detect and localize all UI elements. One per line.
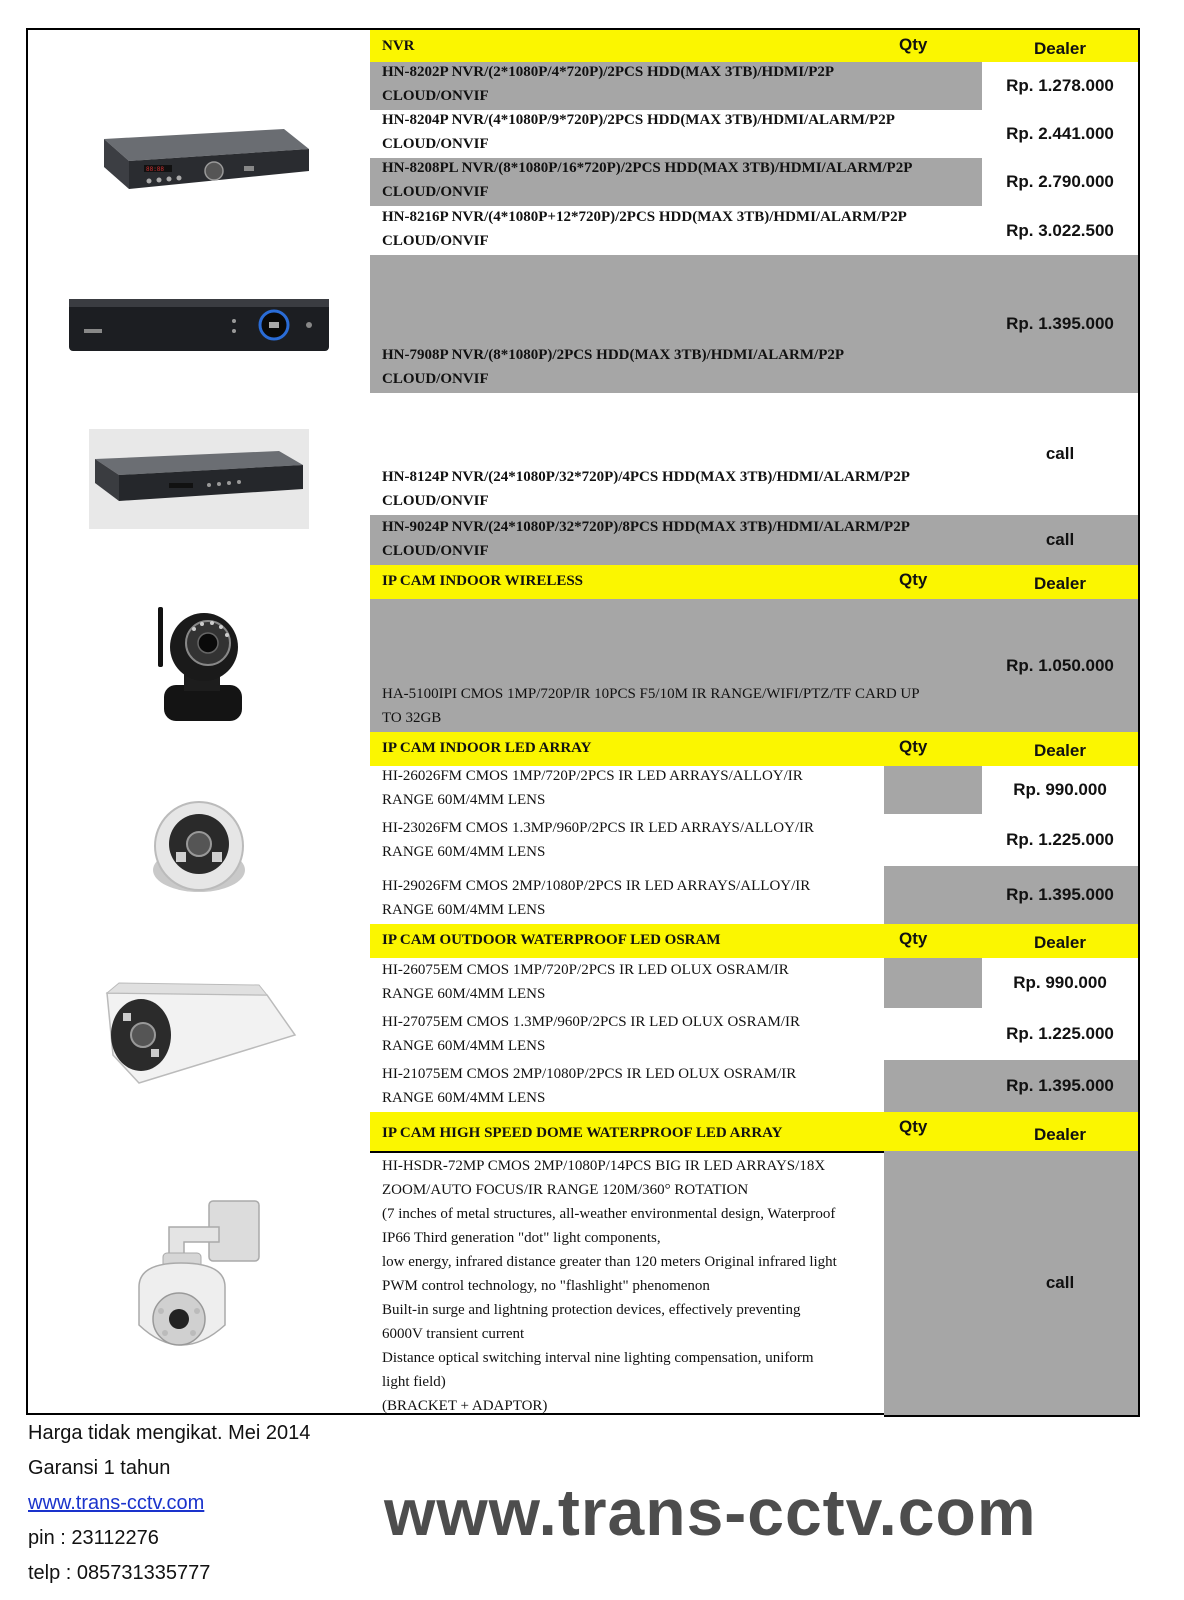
led-row-1-desc [370, 766, 886, 816]
nvr-row-3-line1: HN-8208PL NVR/(8*1080P/16*720P)/2PCS HDD(MAX 3TB)/HDMI/ALARM/P2P [382, 160, 913, 176]
speeddome-dealer-header: Dealer [982, 1112, 1140, 1153]
outdoor-row-1-qty [884, 958, 984, 1010]
nvr-row-7-desc [370, 515, 984, 567]
footer-note: Harga tidak mengikat. Mei 2014 [28, 1422, 311, 1444]
nvr-row-1-line2: CLOUD/ONVIF [382, 88, 489, 104]
nvr-row-7-line1: HN-9024P NVR/(24*1080P/32*720P)/8PCS HDD(MAX 3TB)/HDMI/ALARM/P2P [382, 519, 910, 535]
nvr-row-6-line1: HN-8124P NVR/(24*1080P/32*720P)/4PCS HDD(MAX 3TB)/HDMI/ALARM/P2P [382, 469, 910, 485]
dome-camera-icon [144, 790, 254, 900]
led-row-3-price: Rp. 1.395.000 [982, 866, 1140, 926]
nvr-row-4-desc [370, 206, 984, 257]
wireless-qty-header: Qty [884, 565, 984, 601]
led-row-2-price: Rp. 1.225.000 [982, 814, 1140, 868]
speeddome-line-5: low energy, infrared distance greater than 120 meters Original infrared light [382, 1254, 837, 1270]
led-row-2-desc [370, 814, 886, 868]
outdoor-row-3-qty [884, 1060, 984, 1114]
nvr-row-3-line2: CLOUD/ONVIF [382, 184, 489, 200]
outdoor-row-1-price: Rp. 990.000 [982, 958, 1140, 1010]
wireless-row-1-line1: HA-5100IPI CMOS 1MP/720P/IR 10PCS F5/10M IR RANGE/WIFI/PTZ/TF CARD UP [382, 686, 920, 702]
outdoor-image [26, 958, 372, 1114]
led-row-2-line1: HI-23026FM CMOS 1.3MP/960P/2PCS IR LED ARRAYS/ALLOY/IR [382, 820, 815, 836]
outdoor-row-2-line2: RANGE 60M/4MM LENS [382, 1038, 546, 1054]
footer-warranty: Garansi 1 tahun [28, 1457, 171, 1479]
nvr-recorder-icon [89, 429, 309, 529]
watermark-website: www.trans-cctv.com [384, 1475, 1037, 1549]
nvr-section-title: NVR [370, 28, 886, 64]
wireless-dealer-header: Dealer [982, 565, 1140, 601]
nvr-row-1-line1: HN-8202P NVR/(2*1080P/4*720P)/2PCS HDD(MAX 3TB)/HDMI/P2P [382, 64, 835, 80]
footer-pin: pin : 23112276 [28, 1527, 159, 1549]
outdoor-row-2-qty [884, 1008, 984, 1062]
outdoor-row-2-line1: HI-27075EM CMOS 1.3MP/960P/2PCS IR LED OLUX OSRAM/IR [382, 1014, 800, 1030]
speeddome-line-7: Built-in surge and lightning protection devices, effectively preventing [382, 1302, 801, 1318]
nvr-row-7-price: call [982, 515, 1140, 567]
nvr-image-2 [26, 255, 372, 395]
led-qty-header: Qty [884, 732, 984, 768]
outdoor-row-2-desc [370, 1008, 886, 1062]
nvr-row-4-line2: CLOUD/ONVIF [382, 233, 489, 249]
wireless-image [26, 599, 372, 734]
nvr-row-4-price: Rp. 3.022.500 [982, 206, 1140, 257]
nvr-row-2-desc [370, 110, 984, 160]
wireless-header-blank [26, 565, 372, 601]
outdoor-row-3-line1: HI-21075EM CMOS 2MP/1080P/2PCS IR LED OLUX OSRAM/IR [382, 1066, 797, 1082]
nvr-recorder-icon [84, 109, 314, 209]
nvr-recorder-icon [64, 289, 334, 359]
nvr-row-5-price: Rp. 1.395.000 [982, 255, 1140, 395]
outdoor-row-1-line2: RANGE 60M/4MM LENS [382, 986, 546, 1002]
outdoor-qty-header: Qty [884, 924, 984, 960]
bullet-camera-icon [99, 975, 299, 1095]
nvr-row-2-line2: CLOUD/ONVIF [382, 136, 489, 152]
led-row-1-line1: HI-26026FM CMOS 1MP/720P/2PCS IR LED ARRAYS/ALLOY/IR [382, 768, 803, 784]
nvr-row-7-line2: CLOUD/ONVIF [382, 543, 489, 559]
outdoor-row-2-price: Rp. 1.225.000 [982, 1008, 1140, 1062]
nvr-row-3-price: Rp. 2.790.000 [982, 158, 1140, 208]
nvr-row-6-line2: CLOUD/ONVIF [382, 493, 489, 509]
outdoor-row-3-price: Rp. 1.395.000 [982, 1060, 1140, 1114]
footer-website-link[interactable]: www.trans-cctv.com [28, 1492, 205, 1514]
nvr-row-4-line1: HN-8216P NVR/(4*1080P+12*720P)/2PCS HDD(MAX 3TB)/HDMI/ALARM/P2P [382, 209, 907, 225]
speeddome-line-11: (BRACKET + ADAPTOR) [382, 1398, 548, 1414]
wireless-row-1-price: Rp. 1.050.000 [982, 599, 1140, 734]
speeddome-image [26, 1151, 372, 1415]
outdoor-header-blank [26, 924, 372, 960]
led-row-1-line2: RANGE 60M/4MM LENS [382, 792, 546, 808]
led-row-1-price: Rp. 990.000 [982, 766, 1140, 816]
footer-website-wrap [28, 1492, 204, 1515]
speeddome-header-blank [26, 1112, 372, 1153]
footer-telp: telp : 085731335777 [28, 1562, 211, 1584]
speeddome-desc [370, 1151, 886, 1415]
speeddome-qty [884, 1151, 984, 1417]
nvr-header-blank [26, 28, 372, 64]
led-row-1-qty [884, 766, 984, 816]
led-section-title: IP CAM INDOOR LED ARRAY [370, 732, 886, 768]
svg-text:88:88: 88:88 [146, 165, 165, 173]
wireless-row-1-line2: TO 32GB [382, 710, 442, 726]
led-row-3-line2: RANGE 60M/4MM LENS [382, 902, 546, 918]
led-row-3-qty [884, 866, 984, 926]
speeddome-line-3: (7 inches of metal structures, all-weather environmental design, Waterproof [382, 1206, 836, 1222]
speeddome-line-2: ZOOM/AUTO FOCUS/IR RANGE 120M/360° ROTATION [382, 1182, 749, 1198]
outdoor-dealer-header: Dealer [982, 924, 1140, 960]
nvr-row-1-desc [370, 62, 984, 112]
nvr-row-5-desc [370, 255, 984, 395]
led-row-3-desc [370, 866, 886, 926]
led-row-2-qty [884, 814, 984, 868]
nvr-qty-header: Qty [884, 28, 984, 64]
speeddome-line-8: 6000V transient current [382, 1326, 525, 1342]
nvr-row-6-desc [370, 393, 984, 517]
speeddome-line-9: Distance optical switching interval nine lighting compensation, uniform [382, 1350, 814, 1366]
nvr-row-1-price: Rp. 1.278.000 [982, 62, 1140, 112]
led-dealer-header: Dealer [982, 732, 1140, 768]
nvr-row-5-line2: CLOUD/ONVIF [382, 371, 489, 387]
led-row-3-line1: HI-29026FM CMOS 2MP/1080P/2PCS IR LED ARRAYS/ALLOY/IR [382, 878, 811, 894]
nvr-row-2-price: Rp. 2.441.000 [982, 110, 1140, 160]
nvr-image-1 [26, 62, 372, 257]
speeddome-line-4: IP66 Third generation "dot" light components, [382, 1230, 661, 1246]
nvr-row-3-desc [370, 158, 984, 208]
outdoor-row-3-desc [370, 1060, 886, 1114]
nvr-row-6-price: call [982, 393, 1140, 517]
speeddome-line-1: HI-HSDR-72MP CMOS 2MP/1080P/14PCS BIG IR LED ARRAYS/18X [382, 1158, 826, 1174]
wireless-row-1-desc [370, 599, 984, 734]
outdoor-row-1-desc [370, 958, 886, 1010]
nvr-image-3 [26, 393, 372, 567]
nvr-row-2-line1: HN-8204P NVR/(4*1080P/9*720P)/2PCS HDD(MAX 3TB)/HDMI/ALARM/P2P [382, 112, 895, 128]
led-row-2-line2: RANGE 60M/4MM LENS [382, 844, 546, 860]
wireless-camera-icon [144, 603, 254, 729]
outdoor-row-1-line1: HI-26075EM CMOS 1MP/720P/2PCS IR LED OLUX OSRAM/IR [382, 962, 789, 978]
speeddome-section-title: IP CAM HIGH SPEED DOME WATERPROOF LED ARRAY [370, 1112, 886, 1153]
speeddome-line-10: light field) [382, 1374, 446, 1390]
speeddome-line-6: PWM control technology, no "flashlight" phenomenon [382, 1278, 710, 1294]
outdoor-section-title: IP CAM OUTDOOR WATERPROOF LED OSRAM [370, 924, 886, 960]
wireless-section-title: IP CAM INDOOR WIRELESS [370, 565, 886, 601]
nvr-dealer-header: Dealer [982, 28, 1140, 64]
speeddome-qty-header: Qty [884, 1112, 984, 1153]
led-header-blank [26, 732, 372, 768]
outdoor-row-3-line2: RANGE 60M/4MM LENS [382, 1090, 546, 1106]
nvr-row-5-line1: HN-7908P NVR/(8*1080P)/2PCS HDD(MAX 3TB)/HDMI/ALARM/P2P [382, 347, 845, 363]
speeddome-price: call [982, 1151, 1140, 1417]
led-image [26, 766, 372, 926]
speed-dome-camera-icon [129, 1197, 269, 1367]
